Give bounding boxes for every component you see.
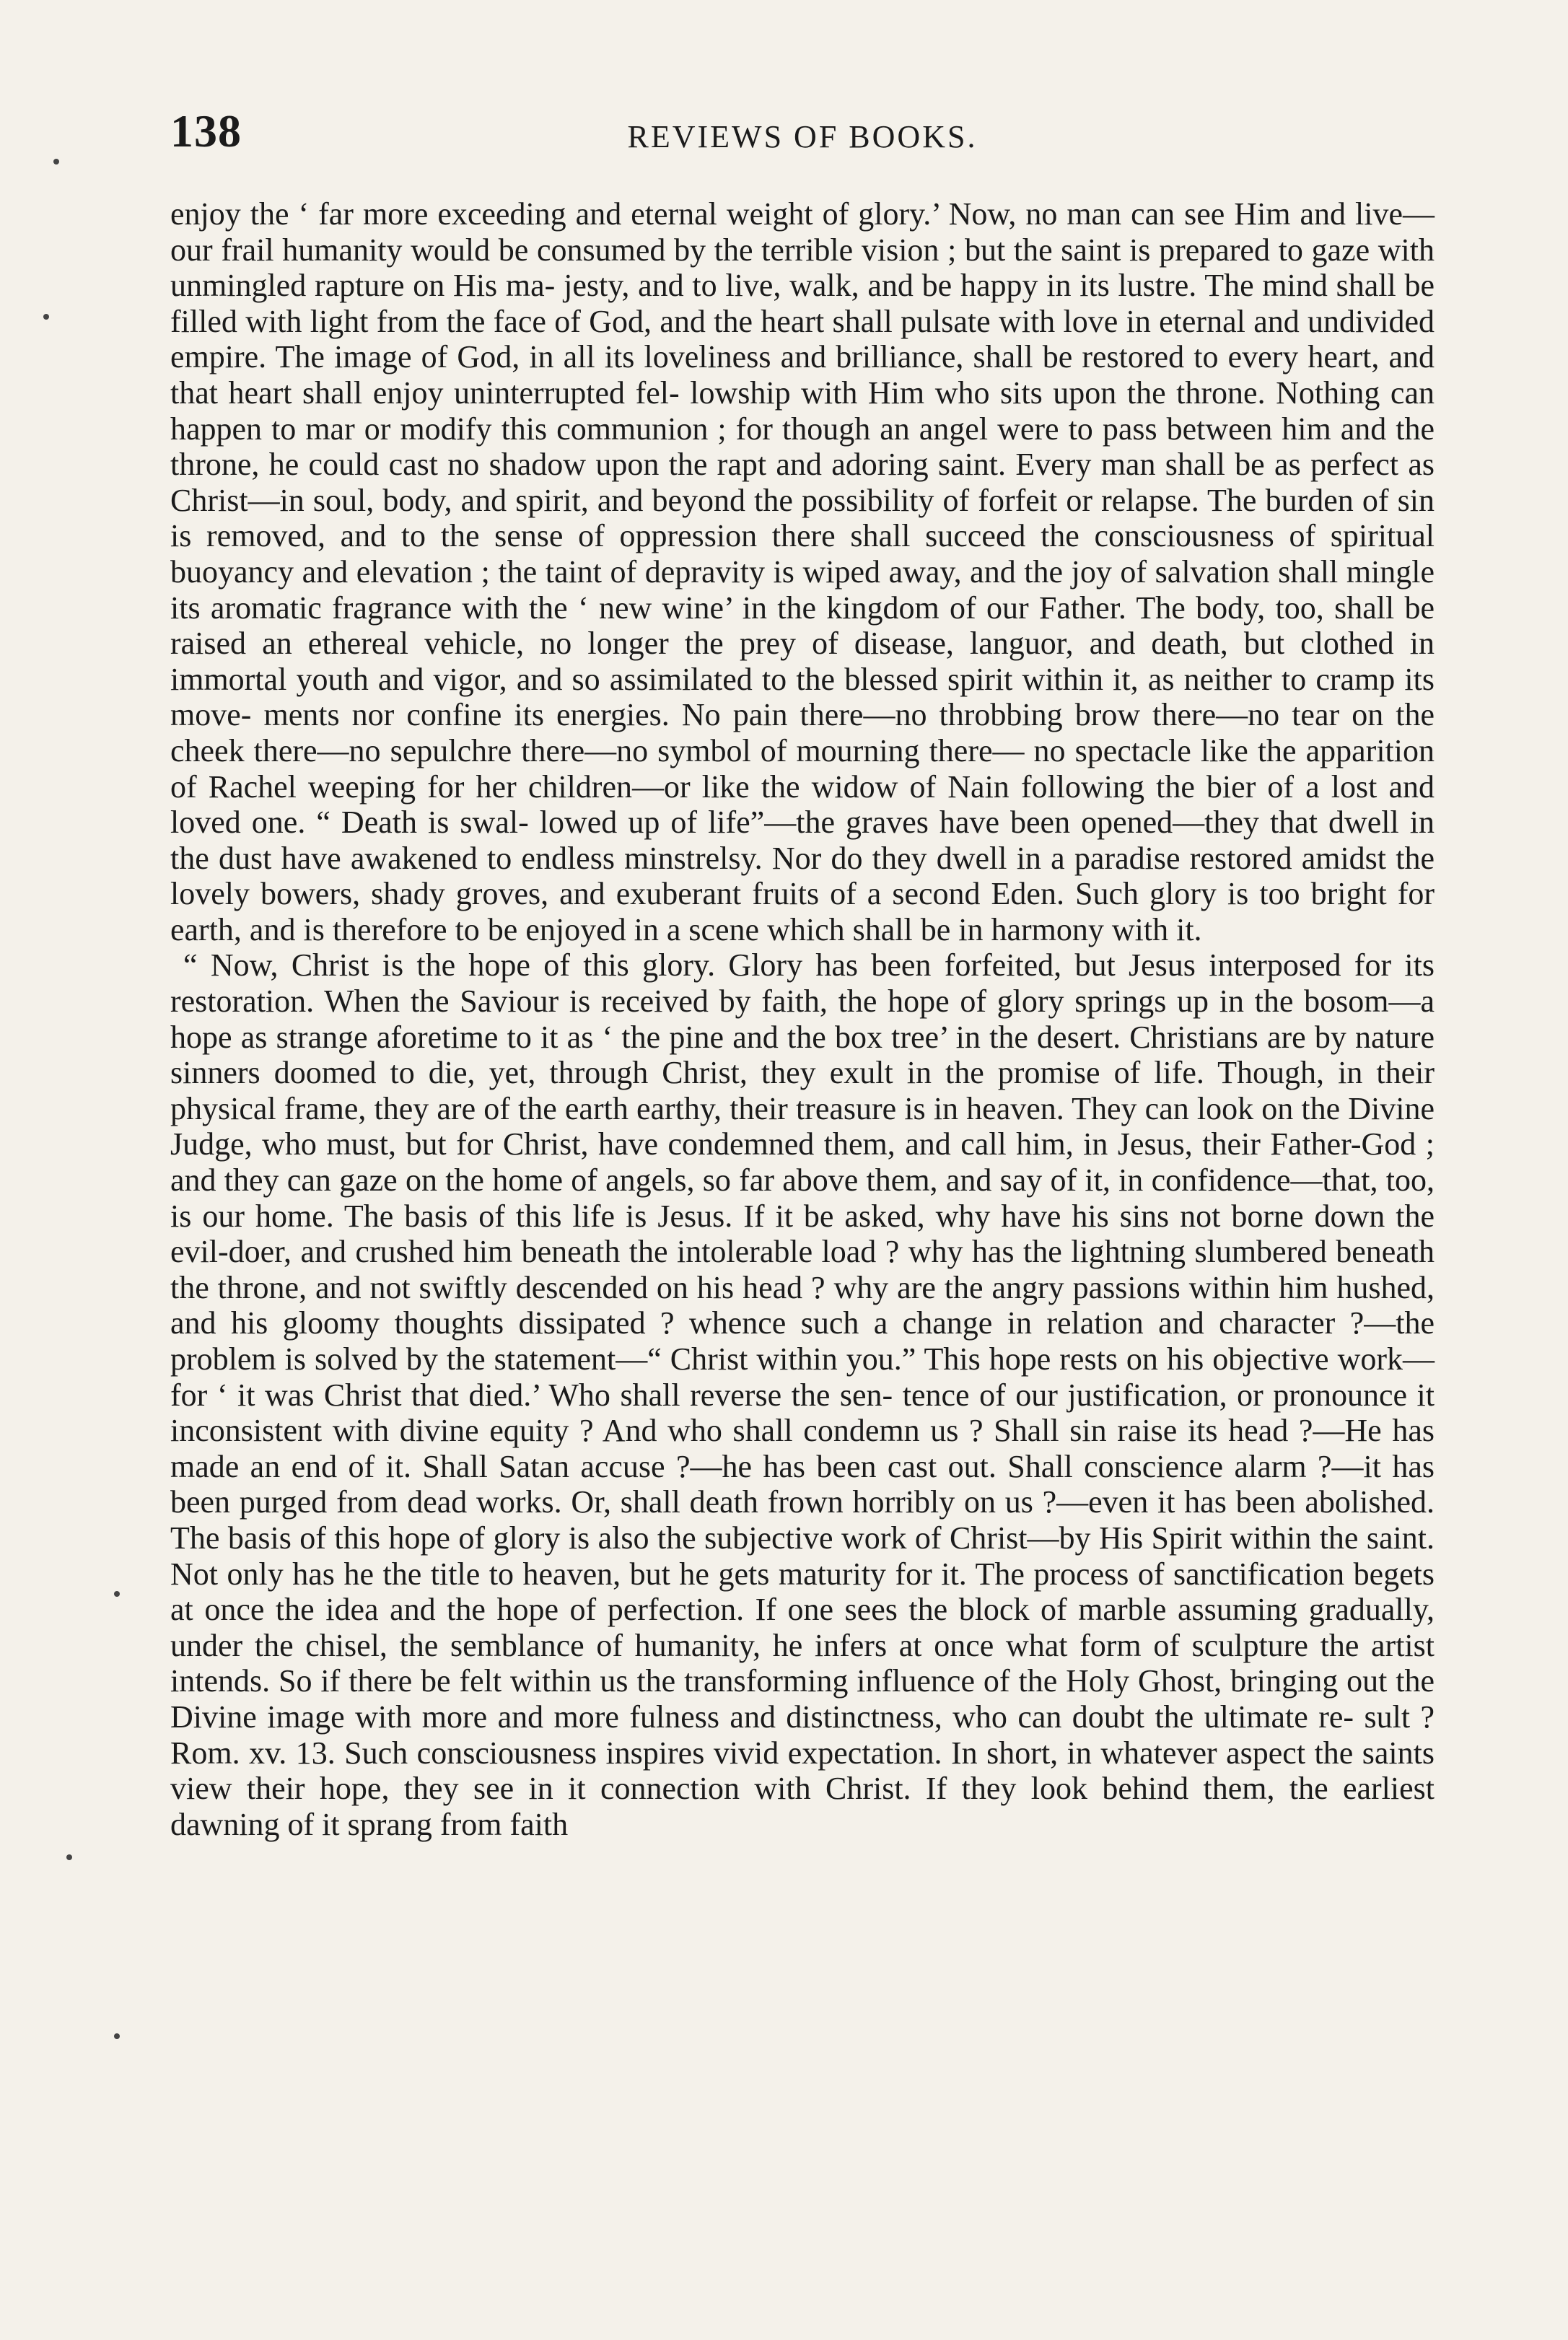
section-title: REVIEWS OF BOOKS. bbox=[627, 119, 978, 154]
text-line: on his head ? why are the angry passions within him hushed, and his gloomy bbox=[170, 1269, 1435, 1341]
text-line: not borne down the evil-doer, and crushed him beneath the intolerable load ? bbox=[170, 1198, 1435, 1270]
margin-speck bbox=[43, 314, 49, 320]
text-line: pine and the box tree’ in the desert. Christians are by nature sinners doomed bbox=[170, 1019, 1435, 1091]
page-number: 138 bbox=[170, 105, 242, 157]
text-line: vision ; but the saint is prepared to gaze with unmingled rapture on His ma- bbox=[170, 232, 1435, 304]
text-line: ments nor confine its energies. No pain there—no throbbing brow there—no bbox=[263, 697, 1280, 733]
margin-speck bbox=[114, 2033, 120, 2039]
margin-speck bbox=[114, 1591, 120, 1597]
text-line: physical frame, they are of the earth earthy, their treasure is in heaven. They bbox=[170, 1090, 1137, 1126]
text-line: once the idea and the hope of perfection. If one sees the block of marble bbox=[204, 1592, 1167, 1628]
text-line: modify this communion ; for though an angel were to pass between him and bbox=[400, 411, 1387, 447]
text-line: Such glory is too bright for earth, and is therefore to be enjoyed in a scene bbox=[170, 876, 1435, 947]
text-line: to die, yet, through Christ, they exult in the promise of life. Though, in their bbox=[390, 1055, 1435, 1091]
text-line: jesty, and to live, walk, and be happy in its lustre. The mind shall be filled bbox=[170, 268, 1435, 339]
text-line: with more and more fulness and distinctness, who can doubt the ultimate re- bbox=[355, 1699, 1354, 1735]
text-line: and elevation ; the taint of depravity is wiped away, and the joy of salvation bbox=[302, 553, 1270, 590]
text-line: once what form of sculpture the artist intends. So if there be felt within us bbox=[170, 1627, 1435, 1699]
text-line: our Father. The body, too, shall be raised an ethereal vehicle, no longer the bbox=[170, 590, 1435, 662]
text-line: home of angels, so far above them, and say of it, in confidence—that, too, is bbox=[170, 1162, 1435, 1234]
text-line: man shall be as perfect as Christ—in soul, body, and spirit, and beyond the bbox=[170, 447, 1435, 518]
text-line: it has been abolished. The basis of this hope of glory is also the subjective bbox=[170, 1484, 1435, 1556]
paragraph-2 bbox=[170, 947, 1435, 1842]
text-line: work of Christ—by His Spirit within the saint. Not only has he the title to bbox=[170, 1520, 1435, 1592]
text-line: sult ? Rom. xv. 13. Such consciousness inspires vivid expectation. In short, bbox=[170, 1699, 1435, 1771]
text-line: possibility of forfeit or relapse. The burden of sin is removed, and to the bbox=[170, 482, 1435, 554]
margin-speck bbox=[66, 1854, 72, 1860]
text-line: interposed for its restoration. When the Saviour is received by faith, the hope bbox=[170, 947, 1435, 1020]
text-line: them, and call him, in Jesus, their Father-God ; and they can gaze on the bbox=[170, 1126, 1435, 1199]
text-line: enjoy the ‘ far more exceeding and eternal weight of glory.’ Now, no man can bbox=[170, 196, 1175, 232]
text-line: and undivided empire. The image of God, in all its loveliness and brilliance, bbox=[170, 303, 1435, 375]
body-text bbox=[170, 196, 1435, 1842]
text-line: been purged from dead works. Or, shall death frown horribly on us ?—even bbox=[170, 1484, 1149, 1520]
text-line: tear on the cheek there—no sepulchre there—no symbol of mourning there— bbox=[170, 697, 1435, 768]
text-line: and so assimilated to the blessed spirit within it, as neither to cramp its move- bbox=[170, 661, 1435, 733]
paragraph-1 bbox=[170, 196, 1435, 947]
text-line: lowed up of life”—the graves have been opened—they that dwell in the dust bbox=[170, 805, 1435, 876]
text-line: the throne, he could cast no shadow upon the rapt and adoring saint. Every bbox=[170, 411, 1435, 483]
book-page bbox=[170, 105, 1435, 2302]
text-line: shall mingle its aromatic fragrance with the ‘ new wine’ in the kingdom of bbox=[170, 553, 1435, 626]
text-line: his objective work—for ‘ it was Christ that died.’ Who shall reverse the sen- bbox=[170, 1341, 1435, 1413]
text-line: why has the lightning slumbered beneath the throne, and not swiftly descended bbox=[170, 1234, 1435, 1305]
text-line: thoughts dissipated ? whence such a change in relation and character ?—the bbox=[394, 1305, 1435, 1341]
text-line: tence of our justification, or pronounce it inconsistent with divine equity ? And bbox=[170, 1377, 1435, 1449]
text-line: have awakened to endless minstrelsy. Nor do they dwell in a paradise restored bbox=[281, 840, 1292, 876]
text-line: problem is solved by the statement—“ Christ within you.” This hope rests on bbox=[170, 1341, 1158, 1377]
text-line: no spectacle like the apparition of Rachel weeping for her children—or like bbox=[170, 732, 1435, 805]
text-line: lowship with Him who sits upon the throne. Nothing can happen to mar or bbox=[170, 374, 1435, 447]
text-line: who shall condemn us ? Shall sin raise its head ?—He has made an end of it. bbox=[170, 1413, 1435, 1484]
text-line: the widow of Nain following the bier of a lost and loved one. “ Death is swal- bbox=[170, 768, 1435, 841]
text-line: Christ. If they look behind them, the earliest dawning of it sprang from faith bbox=[170, 1771, 1435, 1842]
text-line: see Him and live—our frail humanity would be consumed by the terrible bbox=[170, 196, 1435, 268]
text-line: prey of disease, languor, and death, but clothed in immortal youth and vigor, bbox=[170, 626, 1435, 697]
text-line: can look on the Divine Judge, who must, but for Christ, have condemned bbox=[170, 1090, 1435, 1162]
text-line: heaven, but he gets maturity for it. The process of sanctification begets at bbox=[170, 1556, 1435, 1628]
text-line: which shall be in harmony with it. bbox=[767, 911, 1202, 947]
text-line: “ Now, Christ is the hope of this glory. Glory has been forfeited, but Jesus bbox=[183, 947, 1196, 983]
text-line: with light from the face of God, and the heart shall pulsate with love in eternal bbox=[245, 303, 1245, 339]
margin-speck bbox=[53, 159, 59, 165]
text-line: our home. The basis of this life is Jesus. If it be asked, why have his sins bbox=[202, 1198, 1170, 1234]
text-line: Shall Satan accuse ?—he has been cast out. Shall conscience alarm ?—it has bbox=[422, 1448, 1435, 1484]
text-line: in whatever aspect the saints view their hope, they see in it connection with bbox=[170, 1735, 1435, 1807]
text-line: the transforming influence of the Holy Ghost, bringing out the Divine image bbox=[170, 1663, 1435, 1735]
running-head bbox=[170, 105, 1435, 175]
text-line: sense of oppression there shall succeed the consciousness of spiritual buoyancy bbox=[170, 518, 1435, 590]
text-line: of glory springs up in the bosom—a hope as strange aforetime to it as ‘ the bbox=[170, 983, 1435, 1055]
text-line: assuming gradually, under the chisel, the semblance of humanity, he infers at bbox=[170, 1592, 1435, 1663]
text-line: shall be restored to every heart, and that heart shall enjoy uninterrupted fel- bbox=[170, 339, 1435, 411]
text-line: amidst the lovely bowers, shady groves, and exuberant fruits of a second Eden. bbox=[170, 840, 1435, 912]
